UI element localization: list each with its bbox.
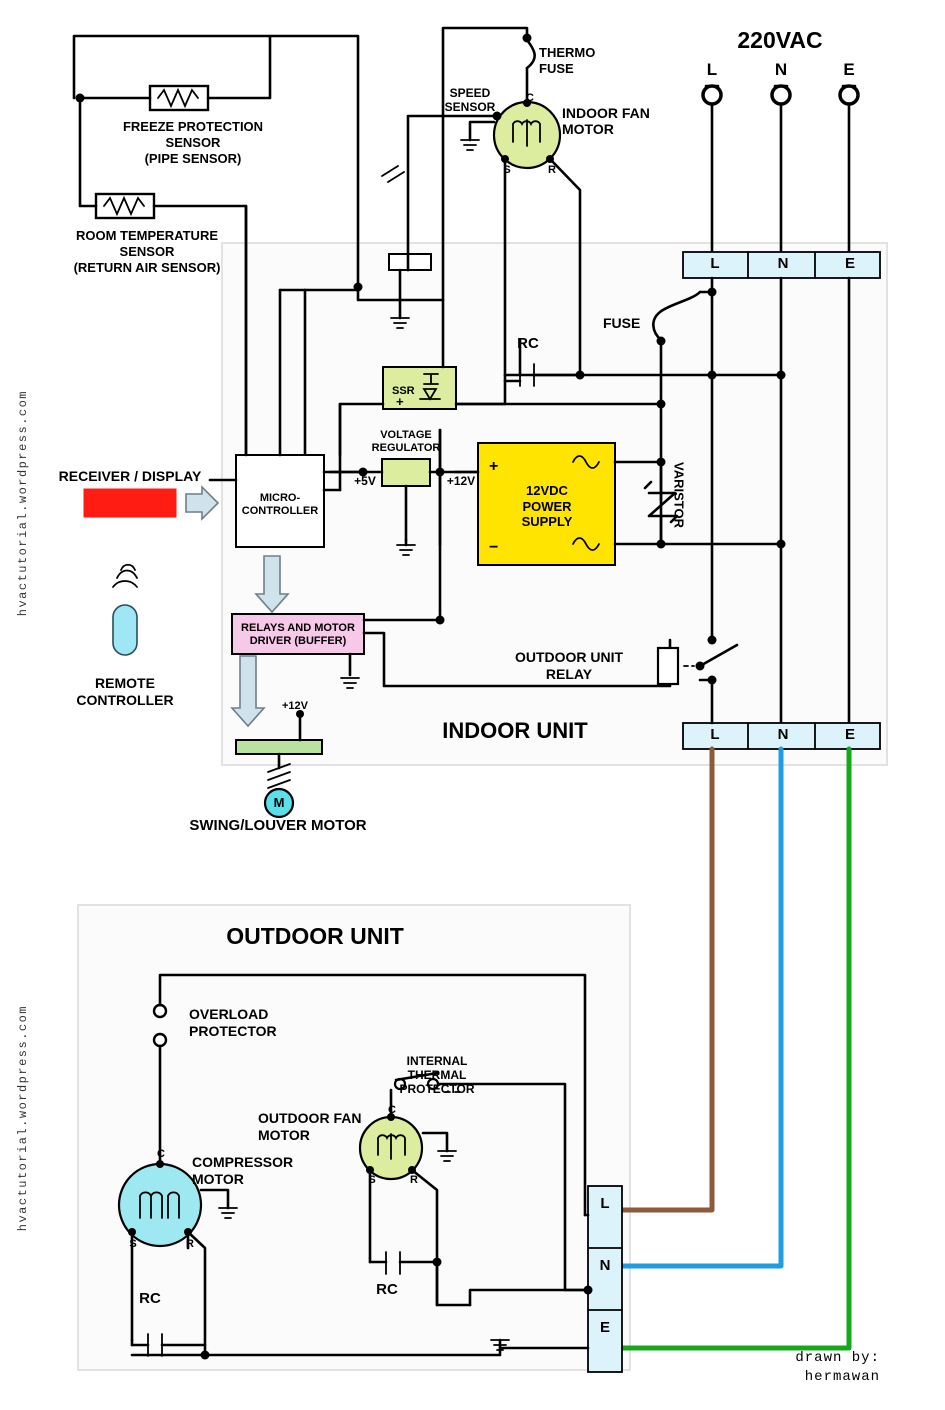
freeze-sensor-label-2: SENSOR [165,135,221,150]
swing-v12-label: +12V [282,700,308,712]
room-sensor-label-2: SENSOR [119,244,175,259]
swing-motor-label: SWING/LOUVER MOTOR [189,817,367,834]
outdoor-relay-label-1: OUTDOOR UNIT [514,649,624,665]
outdoor-terminal-e: E [599,1319,610,1336]
indoor-bottom-terminal-e: E [844,726,855,743]
watermark-top: hvactutorial.wordpress.com [16,390,30,617]
credit-line-2: hermawan [804,1369,880,1385]
outdoor-relay-coil [658,648,678,684]
outdoor-relay-label-2: RELAY [545,666,593,682]
indoor-unit-title: INDOOR UNIT [442,718,588,743]
outdoor-fan-rc-label: RC [376,1281,398,1298]
outdoor-terminal-block [588,1186,622,1372]
outdoor-fan-label-1: OUTDOOR FAN [258,1110,362,1126]
indoor-fan-label-2: MOTOR [562,121,614,137]
internal-thermal-label-1: INTERNAL [406,1054,468,1068]
supply-terminal-e: E [843,60,855,79]
varistor-label-wrap [671,462,686,528]
relay-driver-label-1: RELAYS AND MOTOR [241,622,355,634]
compressor-rc-label: RC [139,1290,161,1307]
supply-terminal-n: N [774,60,788,79]
watermark-bottom: hvactutorial.wordpress.com [16,1005,30,1232]
relay-driver-label-2: DRIVER (BUFFER) [249,635,347,647]
svg-text:−: − [489,539,499,556]
compressor-terminal-s: S [129,1238,137,1250]
svg-text:+: + [396,394,404,409]
indoor-fan-label-1: INDOOR FAN [562,105,650,121]
outdoor-fan-terminal-r: R [410,1174,418,1186]
outdoor-fan-terminal-c: C [388,1104,396,1116]
indoor-top-terminal-n: N [777,255,789,272]
supply-voltage-label: 220VAC [737,27,823,53]
indoor-top-terminal-l: L [710,255,720,272]
indoor-bottom-terminal-n: N [777,726,789,743]
overload-protector-label-1: OVERLOAD [189,1006,269,1022]
room-sensor-label-1: ROOM TEMPERATURE [75,228,219,243]
internal-thermal-label-3: PROTECTOR [399,1082,475,1096]
voltage-regulator-label-2: REGULATOR [371,442,441,454]
compressor-label-1: COMPRESSOR [192,1154,294,1170]
outdoor-terminal-l: L [600,1195,610,1212]
microcontroller-label-1: MICRO- [259,492,301,504]
svg-text:+: + [489,458,499,475]
microcontroller-label-2: CONTROLLER [241,505,319,517]
compressor-label-2: MOTOR [192,1171,244,1187]
receiver-display [84,489,176,517]
overload-protector-label-2: PROTECTOR [189,1023,277,1039]
v5-label: +5V [354,474,376,488]
psu-label-1: 12VDC [526,483,568,498]
swing-motor-letter: M [273,795,285,810]
indoor-rc-label: RC [517,335,539,352]
compressor-terminal-c: C [157,1148,165,1160]
svg-text:SSR: SSR [392,385,415,397]
supply-terminal-l: L [706,60,718,79]
remote-controller-label-2: CONTROLLER [76,692,174,708]
indoor-fan-terminal-s: S [503,164,511,176]
remote-controller-label-1: REMOTE [95,675,155,691]
compressor-terminal-r: R [186,1238,194,1250]
indoor-fan-terminal-c: C [526,92,534,104]
varistor-label: VARISTOR [671,462,687,528]
fuse-label: FUSE [603,315,641,331]
v12-label: +12V [446,474,476,488]
indoor-fan-terminal-r: R [548,164,556,176]
swing-driver-bar [236,740,322,754]
outdoor-terminal-n: N [599,1257,611,1274]
thermo-fuse-label-2: FUSE [539,61,574,76]
voltage-regulator-label-1: VOLTAGE [380,429,432,441]
speed-sensor-label-2: SENSOR [444,100,496,114]
freeze-sensor-label-3: (PIPE SENSOR) [144,151,242,166]
freeze-sensor-label-1: FREEZE PROTECTION [122,119,264,134]
indoor-bottom-terminal-l: L [710,726,720,743]
room-sensor-label-3: (RETURN AIR SENSOR) [73,260,221,275]
voltage-regulator [382,459,430,486]
thermo-fuse-label-1: THERMO [539,45,596,60]
outdoor-unit-title: OUTDOOR UNIT [226,923,404,949]
remote-controller-body [113,605,137,655]
indoor-top-terminal-e: E [844,255,855,272]
receiver-display-label: RECEIVER / DISPLAY [58,468,202,484]
display-link-arrow [186,487,218,519]
psu-label-2: POWER SUPPLY [521,499,573,529]
internal-thermal-label-2: THERMAL [407,1068,467,1082]
credit-line-1: drawn by: [795,1350,880,1366]
speed-sensor-label-1: SPEED [449,86,491,100]
outdoor-fan-label-2: MOTOR [258,1127,310,1143]
outdoor-fan-terminal-s: S [368,1174,376,1186]
